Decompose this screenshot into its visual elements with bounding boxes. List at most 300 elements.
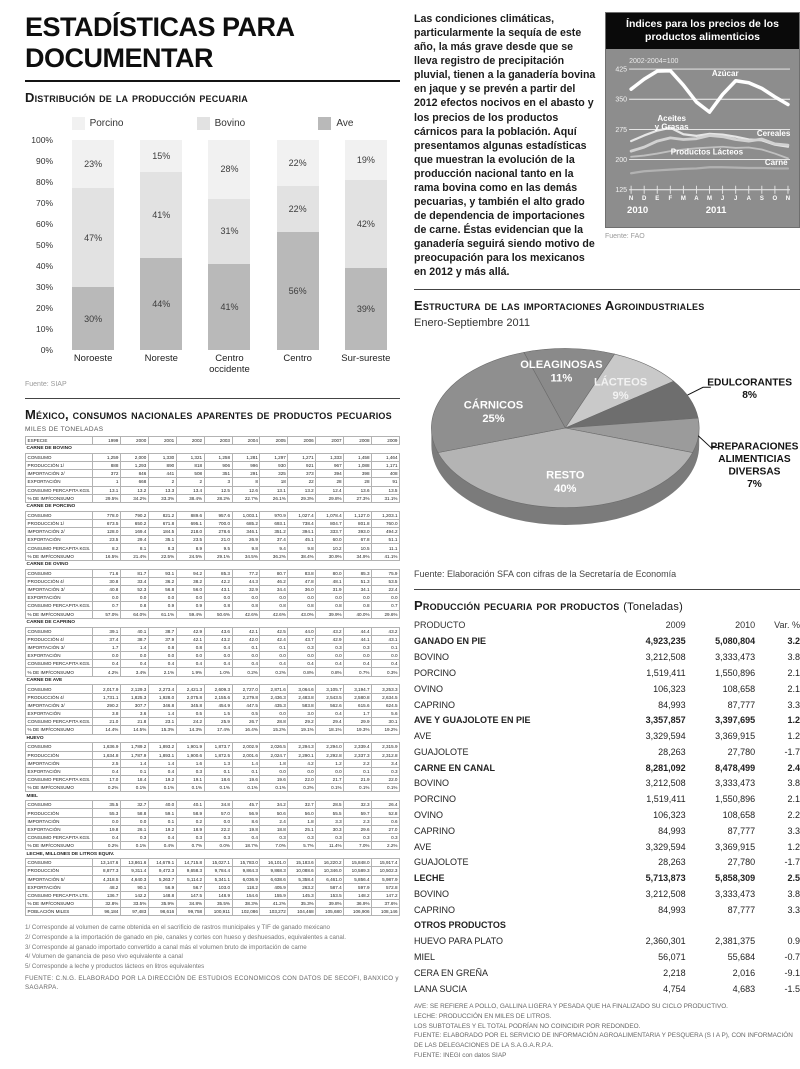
row-label: PRODUCCIÓN 1/ [26,462,93,470]
cell: 40.1 [120,627,148,635]
footnote-line: LECHE: PRODUCCIÓN EN MILES DE LITROS. [414,1013,552,1021]
cell: 1,634.8 [92,751,120,759]
cell: 0.3% [372,668,400,676]
cell: 80.7 [260,569,288,577]
cell: 85.3 [344,569,372,577]
cell: 0.2% [260,668,288,676]
value-2009: 84,993 [658,825,686,836]
cell: 373 [288,470,316,478]
cell: 398 [344,470,372,478]
cell: 18.8 [260,825,288,833]
cell: 2,075.8 [176,693,204,701]
row-label: CONSUMO [26,859,93,867]
row-label: CONSUMO PERCAPITA KGS. [27,487,91,493]
cell: 0.3 [316,834,344,842]
cell: 48.1 [316,577,344,585]
cell: 405.9 [260,883,288,891]
value-var: 2.1 [787,683,800,694]
cell: 41.2% [260,900,288,908]
cell: 2,000 [120,453,148,461]
cell: 19.6 [260,776,288,784]
table-row [26,809,400,817]
cell: 36.9% [344,900,372,908]
cell: 59.7 [344,809,372,817]
table-row [26,511,400,519]
table-row [26,825,400,833]
cell: 21.7 [316,776,344,784]
table-row [26,660,400,668]
cell: 50.6 [260,809,288,817]
cell: 1,636.9 [92,743,120,751]
cell: 668 [120,478,148,486]
cell: 148.8 [148,891,176,899]
bar-chart-x-labels [59,354,400,376]
pie-callout-label [710,442,798,491]
cell: 351 [204,470,232,478]
cell: 40.0 [148,801,176,809]
cell: 22.0 [372,776,400,784]
value-var: 2.5 [787,873,800,884]
value-2010: 4,683 [732,983,756,994]
product-label: MIEL [414,952,436,962]
cell: 33.3% [148,494,176,502]
cell: 738.4 [288,519,316,527]
cell: 0.3 [176,834,204,842]
cell: 0.0 [120,817,148,825]
x-category-label: Sur-sureste [341,353,391,364]
column-header: 2004 [232,436,260,444]
row-label: EXPORTACIÓN [26,883,93,891]
cell: 307.7 [120,701,148,709]
pie-callout-label-line: PREPARACIONES [710,441,799,453]
table-row [26,759,400,767]
row-label: CONSUMO PERCAPITA KGS. [27,719,91,725]
cell: 4.2% [92,668,120,676]
cell: 154.6 [232,891,260,899]
cell: 16,220.2 [316,859,344,867]
value-2009: 84,993 [658,904,686,915]
row-label: PRODUCCIÓN [26,751,93,759]
cell: 0.9 [148,602,176,610]
cell: 3.4 [372,759,400,767]
bar-chart-plot [59,140,400,350]
cell: 47.8 [288,577,316,585]
cell: 1,258 [204,453,232,461]
footnote-line: FUENTE: INEGI con datos SIAP [414,1051,507,1059]
pie-chart-source: Fuente: Elaboración SFA con cifras de la Secretaría de Economía [414,569,677,580]
value-2009: 28,263 [658,857,686,868]
cell: 8.9 [176,544,204,552]
table-row [26,867,400,875]
cell: 10,346.0 [316,867,344,875]
bar-segment: 19% [345,140,387,180]
series-label [765,158,788,167]
cell: 1,901.9 [176,743,204,751]
cell: 30.8 [92,577,120,585]
bar-segment: 22% [277,140,319,186]
cell: 821.2 [148,511,176,519]
row-label: % DE IMP/CONSUMO [26,842,93,850]
cell: 56.0 [288,809,316,817]
cell: 700.0 [204,519,232,527]
cell: 0.0 [120,652,148,660]
section-label: LECHE, MILLONES DE LITROS EQUIV. [26,850,400,859]
cell: 29.1% [204,552,232,560]
cell: 39.1 [92,627,120,635]
cell: 28.8 [260,718,288,726]
cell: 693.1 [260,519,288,527]
cell: 97,483 [120,908,148,916]
cell: 14.4% [92,726,120,734]
cell: 0.0 [372,652,400,660]
cell: 32.9 [232,586,260,594]
cell: 22.7% [232,494,260,502]
table-row [26,519,400,527]
cell: 9,868.3 [260,867,288,875]
series-label-line: y Grasas [654,122,689,132]
bar-column [208,140,250,350]
bar-segment: 41% [208,264,250,350]
value-var [755,918,800,934]
value-var: 3.8 [787,888,800,899]
column-header: ESPECIE [26,436,93,444]
cell: 13.6 [344,486,372,494]
cell: 21.0 [204,536,232,544]
cell: 0.2% [92,842,120,850]
row-label: % DE IMP/CONSUMO [26,784,93,792]
cell: 1,873.7 [204,743,232,751]
cell: 3.6 [120,710,148,718]
cell: 0.4 [92,767,120,775]
cell: 6,461.0 [316,875,344,883]
cell: 2,129.3 [120,685,148,693]
cell: 142.2 [120,891,148,899]
table-row [414,886,800,902]
cell: 0.3 [288,834,316,842]
footnote-line: 2/ Corresponde a la importación de ganado en pie, canales y cortes con hueso y deshuesados, equivalentes a canal. [25,934,346,942]
year-label: 2011 [705,205,727,217]
cell: 44.4 [344,627,372,635]
cell: 21.4% [120,552,148,560]
cell: 0.0 [92,817,120,825]
table-row [26,726,400,734]
table-row [414,854,800,870]
cell: 1,731.1 [92,693,120,701]
cell: 345.8 [176,701,204,709]
row-label: % DE IMP/CONSUMO [26,552,93,560]
cell: 19.8 [92,825,120,833]
cell: 9.8 [232,544,260,552]
bar-segment: 41% [140,172,182,258]
cell: 888 [92,462,120,470]
table-row [414,933,800,949]
cell: 19.3% [344,726,372,734]
cell: 90.1 [120,883,148,891]
table-row [414,823,800,839]
value-2010: 3,369,915 [715,841,756,852]
cell: 59.1 [148,809,176,817]
product-label: GUAJOLOTE [414,746,469,757]
series-label-line: Cereales [756,129,791,139]
value-2009: 4,923,235 [645,636,686,647]
cell: 4,318.5 [92,875,120,883]
row-label: EXPORTACIÓN [26,710,93,718]
section-label: CARNE DE AVE [26,676,400,685]
footnote-line: FUENTE: ELABORADO POR EL SERVICIO DE INFORMACIÓN AGROALIMENTARIA Y PESQUERA (S I A P), CON INFORMACIÓN DE LAS DELEGACIONES DE LA S.A.G.A.R.P.A. [414,1032,793,1049]
cell: 43.2 [204,635,232,643]
cell: 0.1 [204,767,232,775]
price-index-chart [605,12,800,228]
price-index-chart-title: Índices para los precios de los productos alimenticios [606,13,799,49]
cell: 32.7 [288,801,316,809]
table-row [414,949,800,965]
cell: 67.8 [344,536,372,544]
product-label: CARNE EN CANAL [414,762,495,773]
legend-swatch [197,117,210,130]
row-label: CONSUMO [26,569,93,577]
series-label-line: Azúcar [711,69,739,79]
cell: 0.4 [372,660,400,668]
y-tick-label: 60% [35,219,53,229]
cell: 587.4 [316,883,344,891]
cell: 14,679.1 [148,859,176,867]
cell: 0.0 [148,594,176,602]
cell: 0.3 [204,834,232,842]
cell: 0.4 [148,767,176,775]
cell: 81.7 [120,569,148,577]
table-row [26,784,400,792]
y-tick-label: 90% [35,156,53,166]
section-row [26,850,400,859]
cell: 0.3 [120,834,148,842]
cell: 1,333 [316,453,344,461]
value-var: 2.4 [787,762,800,773]
cell: 9.4 [260,544,288,552]
cell: 13,147.6 [92,859,120,867]
cell: 0.1% [232,784,260,792]
cell: 26.7 [232,718,260,726]
cell: 108,146 [372,908,400,916]
cell: 1,900.6 [176,751,204,759]
cell: 18.1% [316,726,344,734]
table-row [26,842,400,850]
row-label: % DE IMP/CONSUMO [26,494,93,502]
cell: 0.0 [260,767,288,775]
product-label: CAPRINO [414,904,456,915]
value-2010: 108,658 [722,683,756,694]
cell: 790.2 [120,511,148,519]
cell: 29.5% [92,494,120,502]
section-label: CARNE DE CAPRINO [26,618,400,627]
value-var: -1.7 [784,857,800,868]
cell: 102,086 [232,908,260,916]
row-label: EXPORTACIÓN [26,825,93,833]
row-label: PRODUCCIÓN 4/ [26,693,93,701]
cell: 32.3 [344,801,372,809]
cell: 38.4% [288,552,316,560]
table-row [414,965,800,981]
cell: 801.8 [344,519,372,527]
cell: 3.3 [316,817,344,825]
cell: 0.8% [316,668,344,676]
bar-segment: 15% [140,140,182,172]
cell: 37.9 [148,635,176,643]
bar-column [345,140,387,350]
consumos-table-title: México, consumos nacionales aparentes de productos pecuarios [25,406,392,422]
table-row [26,478,400,486]
pie-callout-label-line: EDULCORANTES [707,377,793,389]
value-2010: 8,478,499 [715,762,756,773]
cell: 1,928.0 [148,693,176,701]
cell: 13.4 [176,486,204,494]
table-row [26,718,400,726]
table-row [414,633,800,649]
cell: 615.6 [344,701,372,709]
cell: 0.4 [316,660,344,668]
cell: 30.1 [372,718,400,726]
column-header: 2009 [372,436,400,444]
cell: 52.3 [120,586,148,594]
section-row [26,560,400,569]
cell: 685.2 [232,519,260,527]
produccion-table-heading-text: Producción pecuaria por productos [414,598,624,614]
cell: 9,784.4 [204,867,232,875]
cell: 1,078.4 [316,511,344,519]
cell: 35.9% [148,900,176,908]
cell: 673.5 [92,519,120,527]
cell: 1.5 [204,710,232,718]
cell: 2,339.4 [344,743,372,751]
cell: 0.0 [148,652,176,660]
cell: 105,680 [316,908,344,916]
bar-chart-legend [25,117,400,130]
cell: 346.1 [232,528,260,536]
month-label: A [694,196,699,203]
cell: 0.1 [120,767,148,775]
cell: 42.5 [260,627,288,635]
cell: 0.0 [288,652,316,660]
table-row [26,528,400,536]
product-label: CERA EN GREÑA [414,967,489,978]
row-label: CONSUMO PERCAPITA KGS. [27,603,91,609]
cell: 22 [288,478,316,486]
cell: 5.7% [288,842,316,850]
cell: 263.2 [288,883,316,891]
cell: 64.0% [120,610,148,618]
cell: 1,893.2 [148,743,176,751]
value-2009: 3,357,857 [645,715,686,726]
cell: 17.0 [92,776,120,784]
cell: 624.5 [372,701,400,709]
cell: 44.3 [232,577,260,585]
column-header: 2006 [288,436,316,444]
cell: 1.6 [176,759,204,767]
value-2010: 27,780 [727,857,756,868]
cell: 43.6 [204,627,232,635]
cell: 0.8 [232,602,260,610]
cell: 0.1% [176,784,204,792]
cell: 15,783.0 [232,859,260,867]
table-row [26,891,400,899]
bar-segment: 30% [72,287,114,350]
y-tick-label: 350 [615,96,628,104]
cell: 435.3 [260,701,288,709]
cell: 22.2 [204,825,232,833]
cell: 0.0% [204,842,232,850]
table-row [26,751,400,759]
cell: 760.0 [372,519,400,527]
cell: 9,311.4 [120,867,148,875]
cell: 3,064.6 [288,685,316,693]
value-2010: 2,016 [732,967,756,978]
column-header: 2002 [176,436,204,444]
cell: 43.2 [316,627,344,635]
bar-segment: 47% [72,188,114,287]
cell: 42.6% [232,610,260,618]
value-2010: 87,777 [727,904,756,915]
cell: 40.0% [344,610,372,618]
table-row [26,900,400,908]
cell: 34.1 [344,586,372,594]
cell: 32.7 [120,801,148,809]
cell: 9,864.3 [232,867,260,875]
cell: 19.1 [176,776,204,784]
value-var: -1.5 [784,983,800,994]
cell: 29.4 [120,536,148,544]
cell: 19.2 [148,776,176,784]
cell: 970.9 [260,511,288,519]
bar-segment: 31% [208,199,250,264]
cell: 0.4 [148,834,176,842]
cell: 1.4 [120,643,148,651]
cell: 93.1 [148,569,176,577]
cell: 0.4 [288,660,316,668]
bar-segment: 23% [72,140,114,188]
product-label: HUEVO PARA PLATO [414,936,504,947]
cell: 51.1 [372,536,400,544]
row-label: CONSUMO [26,743,93,751]
cell: 26.1 [120,825,148,833]
cell: 11.4% [316,842,344,850]
pie-callout-label-line: DIVERSAS [728,467,781,479]
cell: 0.2 [176,817,204,825]
y-tick-label: 40% [35,261,53,271]
row-label: IMPORTACIÓN [26,759,93,767]
cell: 99,758 [176,908,204,916]
table-row [26,544,400,552]
cell: 1,127.0 [344,511,372,519]
cell: 2.4 [260,817,288,825]
cell: 118.2 [232,883,260,891]
cell: 508 [176,470,204,478]
cell: 0.9 [176,602,204,610]
cell: 13.1 [92,486,120,494]
cell: 14.5% [120,726,148,734]
legend-swatch [72,117,85,130]
cell: 2,273.4 [148,685,176,693]
pie-callout-label [707,378,792,402]
cell: 5,358.4 [288,875,316,883]
cell: 34.5% [232,552,260,560]
cell: 0.8 [204,602,232,610]
cell: 52.8 [372,809,400,817]
cell: 2,026.5 [260,743,288,751]
cell: 45.1 [288,536,316,544]
value-var: -9.1 [784,967,800,978]
cell: 0.0 [176,652,204,660]
cell: 13.5 [372,486,400,494]
value-2009: 3,329,594 [645,731,686,742]
